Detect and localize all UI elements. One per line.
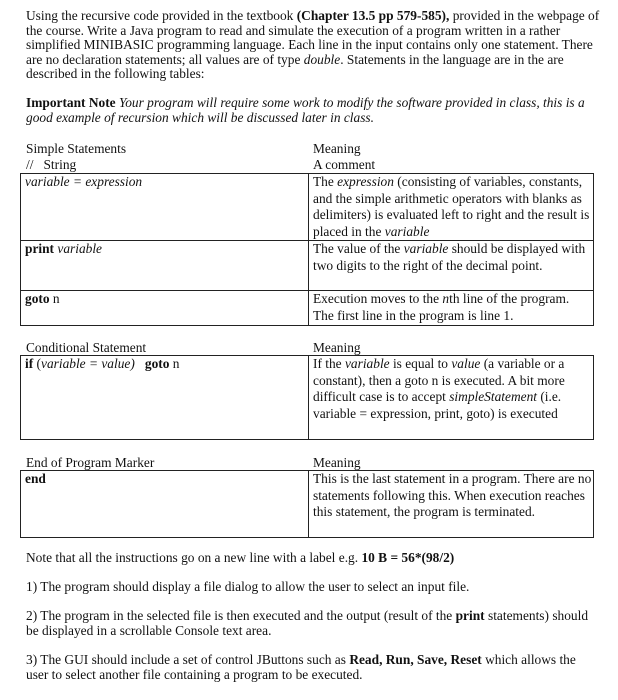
label-example: 10 B = 56*(98/2)	[361, 550, 455, 565]
important-note	[26, 96, 601, 125]
meaning-cell: This is the last statement in a program. There are no statements following this. When execution reaches this statement, the program is terminated.	[309, 471, 594, 538]
meaning-cell: The value of the variable should be displayed with two digits to the right of the decimal point.	[309, 241, 594, 291]
meaning-cell: If the variable is equal to value (a variable or a constant), then a goto n is executed. A bit more difficult case is to accept simpleStatement (i.e. variable = expression, print, goto) is executed	[309, 356, 594, 440]
simple-statements-table	[20, 173, 594, 326]
meaning-cell: Execution moves to the nth line of the program. The first line in the program is line 1.	[309, 291, 594, 325]
intro-text-3: . Statements in the language are in the are described in the following tables:	[26, 51, 564, 81]
statement-cell: goto n	[21, 291, 309, 325]
intro-text-2: provided in the webpage of the course. Write a Java program to read and simulate the execution of a program written in a rather simplified MINIBASIC programming language. Each line in the input contains only one statement. There are no declaration statements; all values are of type	[26, 8, 600, 67]
end-header-right: Meaning	[313, 455, 361, 470]
instruction-3: 3) The GUI should include a set of control JButtons such as Read, Run, Save, Reset which allows the user to select another file containing a program to be executed.	[26, 652, 576, 682]
table-row	[21, 174, 594, 241]
statement-cell: if (variable = value) goto n	[21, 356, 309, 440]
statement-cell: print variable	[21, 241, 309, 291]
simple-header-left: Simple Statements // String	[26, 141, 127, 172]
end-header-left: End of Program Marker	[26, 455, 155, 470]
table-row	[21, 356, 594, 440]
table-row	[21, 291, 594, 325]
intro-chapter-ref: (Chapter 13.5 pp 579-585),	[296, 8, 450, 23]
button-names: Read, Run, Save, Reset	[349, 652, 482, 667]
table-row	[21, 471, 594, 538]
intro-type-double: double	[303, 51, 341, 67]
intro-paragraph	[26, 9, 601, 82]
statement-cell: end	[21, 471, 309, 538]
instruction-2: 2) The program in the selected file is then executed and the output (result of the print statements) should be displayed in a scrollable Console text area.	[26, 608, 589, 638]
conditional-header-right: Meaning	[313, 340, 361, 355]
conditional-header-left: Conditional Statement	[26, 340, 147, 355]
table-row	[21, 241, 594, 291]
end-marker-table	[20, 470, 594, 538]
simple-header-right: Meaning A comment	[313, 141, 376, 172]
intro-text-1: Using the recursive code provided in the textbook	[26, 8, 297, 23]
meaning-cell: The expression (consisting of variables, constants, and the simple arithmetic operators with blanks as delimiters) is evaluated left to right and the result is placed in the variable	[309, 174, 594, 241]
statement-cell: variable = expression	[21, 174, 309, 241]
important-note-label: Important Note	[26, 95, 116, 110]
important-note-text: Your program will require some work to modify the software provided in class, this is a good example of recursion which will be discussed later in class.	[26, 95, 585, 125]
conditional-table	[20, 355, 594, 440]
label-note: Note that all the instructions go on a new line with a label e.g. 10 B = 56*(98/2)	[26, 550, 455, 565]
instruction-1: 1) The program should display a file dialog to allow the user to select an input file.	[26, 579, 470, 594]
